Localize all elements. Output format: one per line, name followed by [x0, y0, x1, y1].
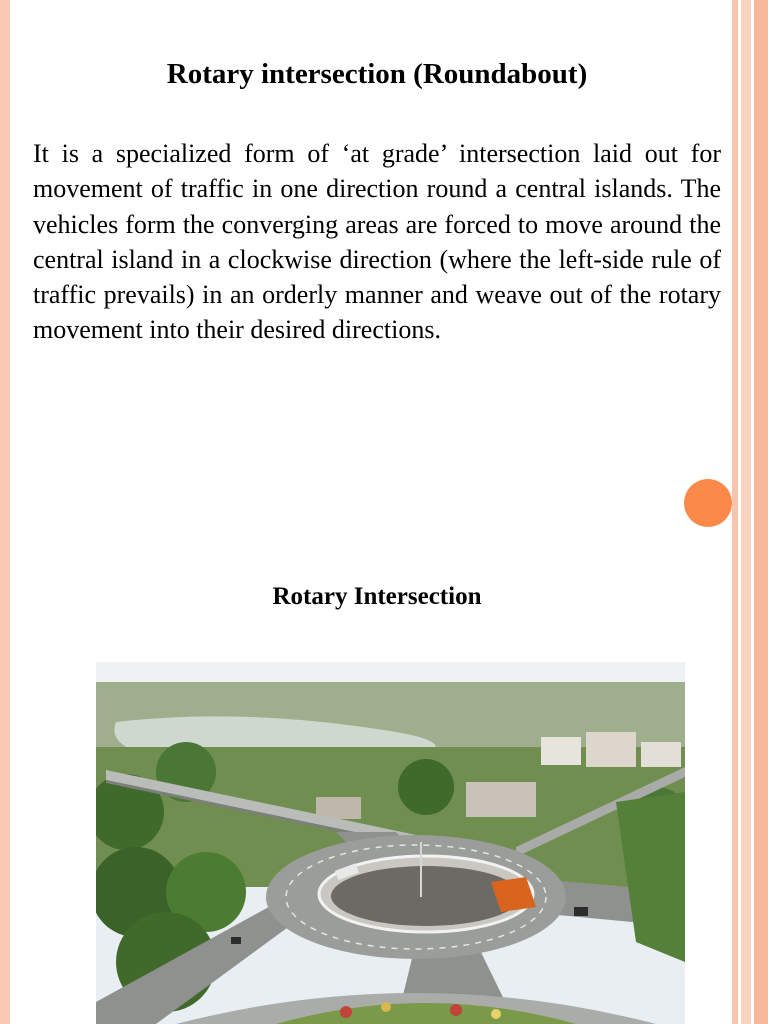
roundabout-photo	[96, 662, 685, 1024]
right-border-stripe	[754, 0, 768, 1024]
left-border-stripe	[0, 0, 10, 1024]
roundabout-aerial-illustration	[96, 662, 685, 1024]
right-border-stripe	[732, 0, 738, 1024]
right-border-stripe	[741, 0, 751, 1024]
figure-caption: Rotary Intersection	[272, 583, 482, 610]
decorative-orange-circle	[684, 479, 732, 527]
slide-body-text: It is a specialized form of ‘at grade’ intersection laid out for movement of traffic in one direction round a central islands. The vehicles form the converging areas are forced to move around the central island in a clockwise direction (where the left-side rule of traffic prevails) in an orderly manner and weave out of the rotary movement into their desired directions.	[33, 139, 721, 345]
slide-title: Rotary intersection (Roundabout)	[166, 58, 588, 90]
